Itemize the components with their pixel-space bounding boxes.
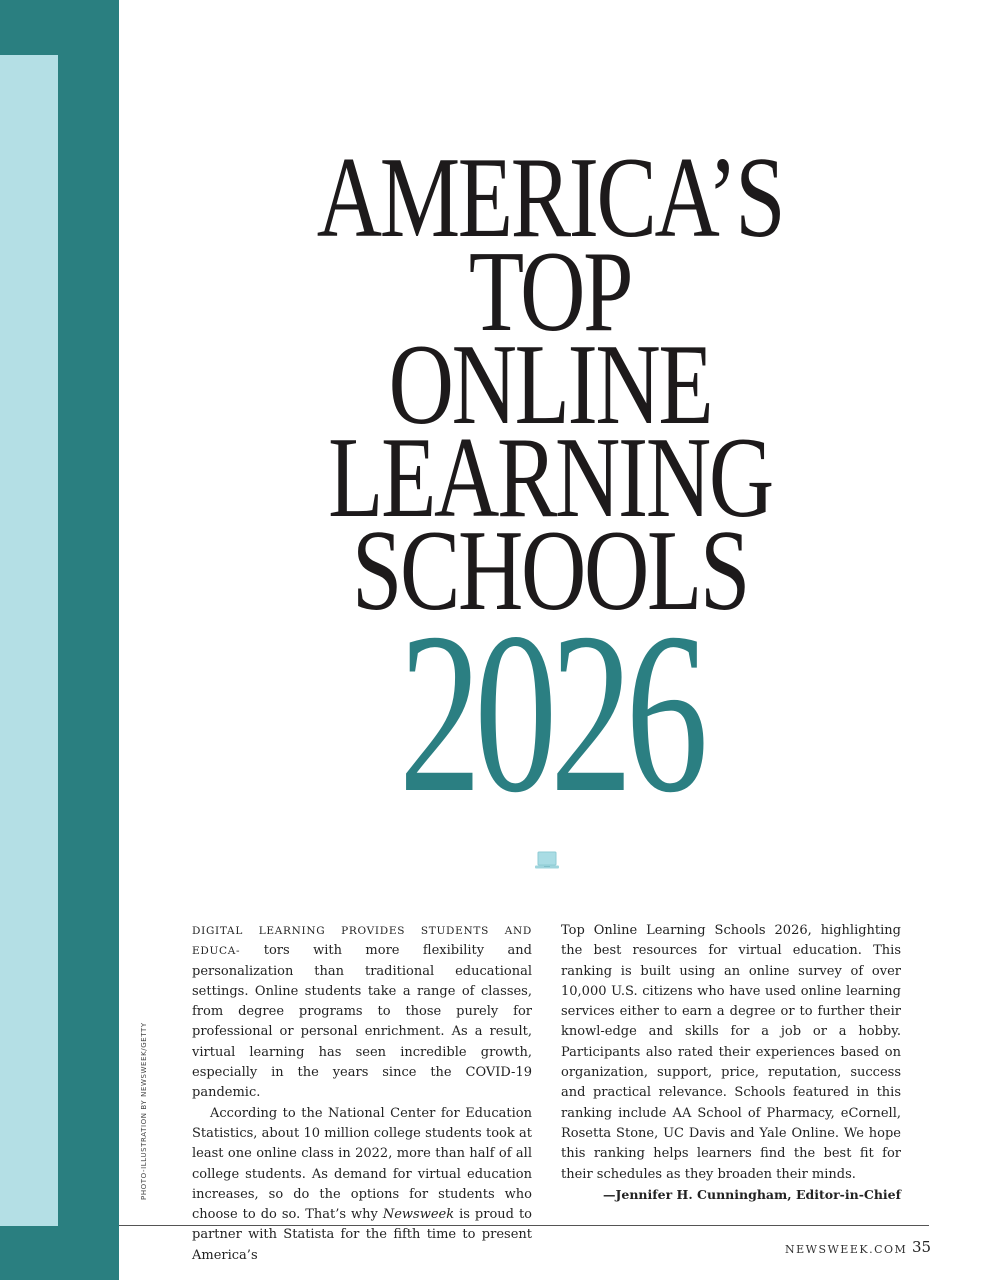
site-url: NEWSWEEK.COM: [785, 1243, 908, 1256]
headline-line-4: LEARNING: [328, 414, 772, 542]
headline-line-5: SCHOOLS: [352, 507, 748, 635]
body-column-right: [561, 921, 901, 1205]
publication-name: Newsweek: [382, 1207, 455, 1223]
laptop-icon: [535, 851, 559, 871]
body-column-left: [192, 921, 532, 1266]
second-paragraph: [192, 1104, 532, 1266]
intro-paragraph: [192, 921, 532, 1104]
light-teal-panel: [0, 55, 58, 1226]
photo-credit: PHOTO-ILLUSTRATION BY NEWSWEEK/GETTY: [140, 1022, 148, 1200]
footer-rule: [119, 1225, 929, 1226]
page-number: 35: [912, 1238, 932, 1256]
editor-signature: —Jennifer H. Cunningham, Editor-in-Chief: [602, 1186, 901, 1202]
headline-year: 2026: [398, 585, 702, 840]
intro-text: tors with more flexibility and personalization than traditional educational settings. Online students take a range of classes, from degree programs to those purely for professional or personal enrichment. As a result, virtual learning has seen incredible growth, especially in the years since the COVID-19 pandemic.: [192, 943, 532, 1101]
second-paragraph-end: is proud to partner with Statista for the fifth time to present America’s: [192, 1207, 532, 1263]
headline-line-2: TOP: [468, 228, 632, 356]
second-paragraph-text: According to the National Center for Education Statistics, about 10 million college students took at least one online class in 2022, more than half of all college students. As demand for virtual education increases, so do the options for students who choose to do so. That’s why: [192, 1105, 532, 1223]
headline-line-1: AMERICA’S: [316, 134, 784, 262]
headline-line-3: ONLINE: [388, 321, 712, 449]
continued-paragraph: Top Online Learning Schools 2026, highlighting the best resources for virtual education. This ranking is built using an online survey of over 10,000 U.S. citizens who have used online learning services either to earn a degree or to further their knowl-edge and skills for a job or a hobby. Participants also rated their experiences based on organization, support, price, reputation, success and practical relevance. Schools featured in this ranking include AA School of Pharmacy, eCornell, Rosetta Stone, UC Davis and Yale Online. We hope this ranking helps learners find the best fit for their schedules as they broaden their minds.: [561, 923, 901, 1182]
lead-in: DIGITAL LEARNING PROVIDES STUDENTS AND EDUCA-: [192, 925, 532, 958]
headline: [250, 134, 850, 840]
